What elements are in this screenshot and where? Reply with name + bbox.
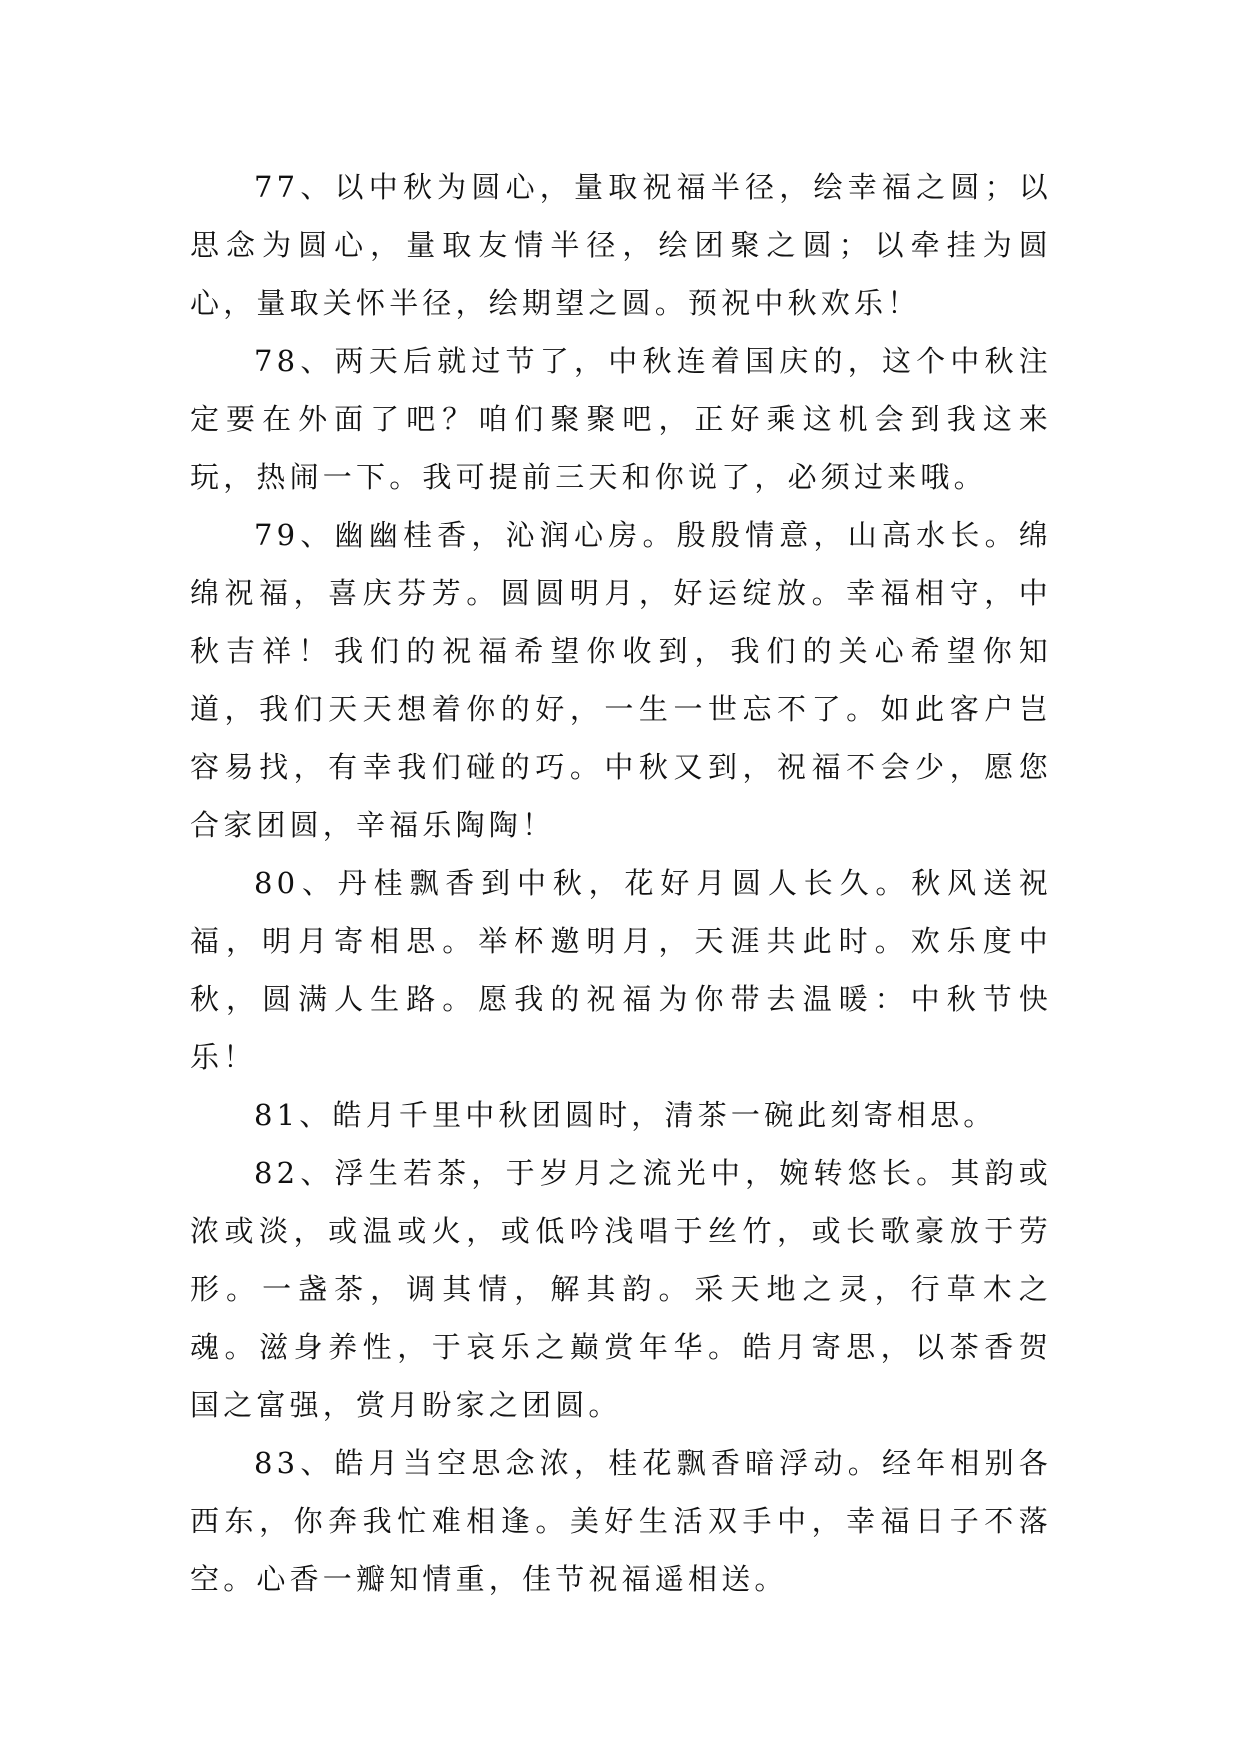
document-body [190, 158, 1052, 1608]
paragraph-83: 83、皓月当空思念浓，桂花飘香暗浮动。经年相别各西东，你奔我忙难相逢。美好生活双手中，幸福日子不落空。心香一瓣知情重，佳节祝福遥相送。 [190, 1446, 1052, 1596]
paragraph-79: 79、幽幽桂香，沁润心房。殷殷情意，山高水长。绵绵祝福，喜庆芬芳。圆圆明月，好运绽放。幸福相守，中秋吉祥！我们的祝福希望你收到，我们的关心希望你知道，我们天天想着你的好，一生一世忘不了。如此客户岂容易找，有幸我们碰的巧。中秋又到，祝福不会少，愿您合家团圆，辛福乐陶陶！ [190, 518, 1052, 842]
paragraph-80: 80、丹桂飘香到中秋，花好月圆人长久。秋风送祝福，明月寄相思。举杯邀明月，天涯共此时。欢乐度中秋，圆满人生路。愿我的祝福为你带去温暖：中秋节快乐！ [190, 866, 1052, 1074]
paragraph-81: 81、皓月千里中秋团圆时，清茶一碗此刻寄相思。 [254, 1098, 997, 1132]
paragraph-82: 82、浮生若茶，于岁月之流光中，婉转悠长。其韵或浓或淡，或温或火，或低吟浅唱于丝竹，或长歌豪放于劳形。一盏茶，调其情，解其韵。采天地之灵，行草木之魂。滋身养性，于哀乐之巅赏年华。皓月寄思，以茶香贺国之富强，赏月盼家之团圆。 [190, 1156, 1052, 1422]
paragraph-77: 77、以中秋为圆心，量取祝福半径，绘幸福之圆；以思念为圆心，量取友情半径，绘团聚之圆；以牵挂为圆心，量取关怀半径，绘期望之圆。预祝中秋欢乐！ [190, 170, 1052, 320]
paragraph-78: 78、两天后就过节了，中秋连着国庆的，这个中秋注定要在外面了吧？咱们聚聚吧，正好乘这机会到我这来玩，热闹一下。我可提前三天和你说了，必须过来哦。 [190, 344, 1052, 494]
